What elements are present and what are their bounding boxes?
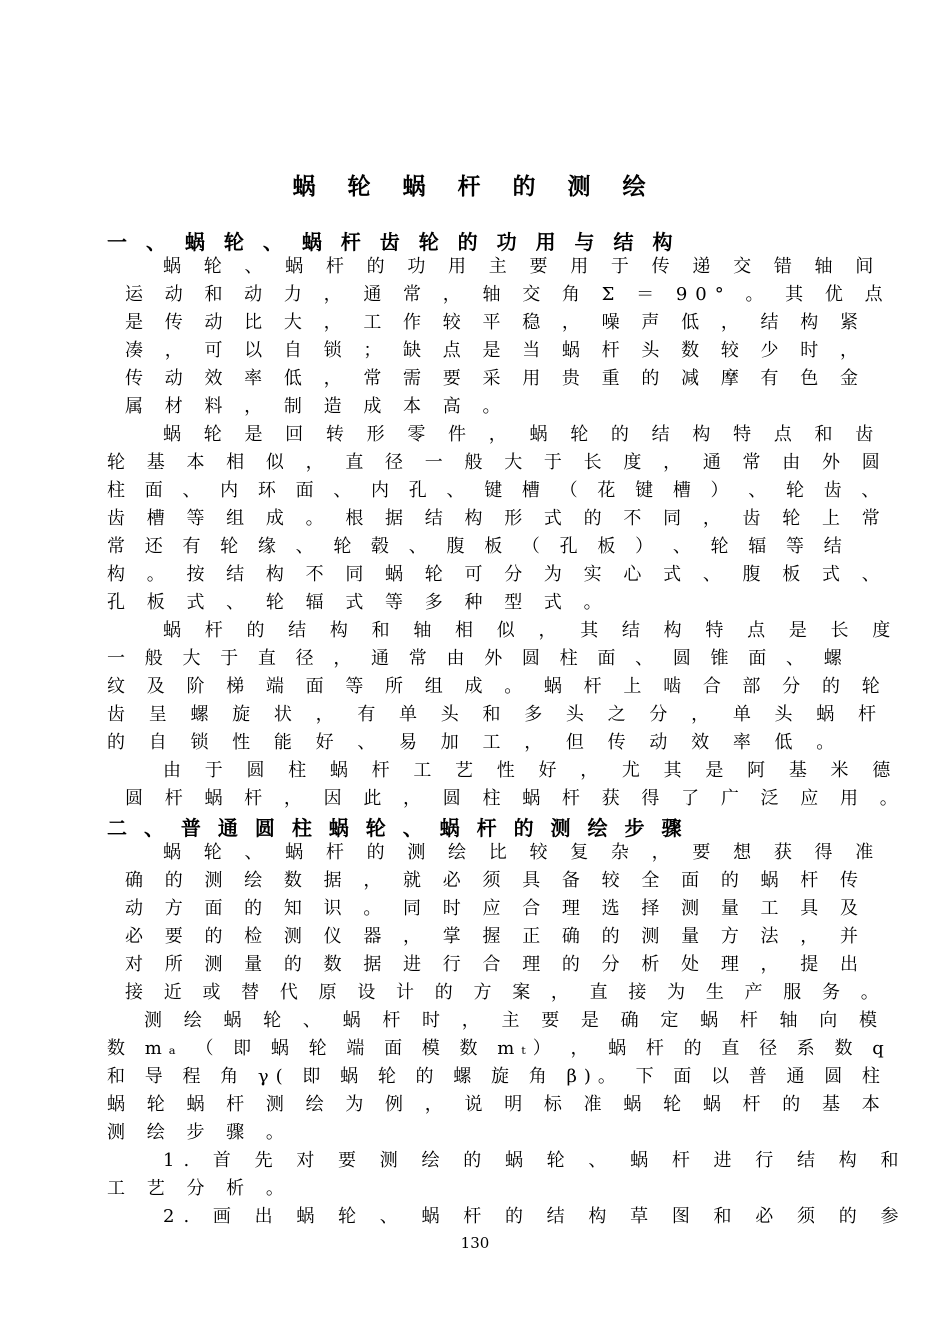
body-line: 运 动 和 动 力 ， 通 常 ， 轴 交 角 Σ ＝ 90° 。 其 优 点 (125, 284, 891, 305)
body-line: 齿 槽 等 组 成 。 根 据 结 构 形 式 的 不 同 ， 齿 轮 上 常 (107, 508, 888, 529)
body-line: 柱 面 、 内 环 面 、 内 孔 、 键 槽 （ 花 键 槽 ） 、 轮 齿 、 (107, 480, 887, 501)
body-line: 一 般 大 于 直 径 ， 通 常 由 外 圆 柱 面 、 圆 锥 面 、 螺 (107, 648, 849, 669)
body-line: 属 材 料 ， 制 造 成 本 高 。 (125, 396, 509, 417)
body-line: 齿 呈 螺 旋 状 ， 有 单 头 和 多 头 之 分 ， 单 头 蜗 杆 (107, 704, 885, 725)
body-line: 传 动 效 率 低 ， 常 需 要 采 用 贵 重 的 减 摩 有 色 金 (125, 368, 866, 389)
body-line: 测 绘 蜗 轮 、 蜗 杆 时 ， 主 要 是 确 定 蜗 杆 轴 向 模 (144, 1010, 885, 1031)
body-line: 和 导 程 角 γ( 即 蜗 轮 的 螺 旋 角 β)。 下 面 以 普 通 圆 柱 (107, 1066, 887, 1087)
body-line: 接 近 或 替 代 原 设 计 的 方 案 ， 直 接 为 生 产 服 务 。 (125, 982, 887, 1003)
body-line: 蜗 轮 是 回 转 形 零 件 ， 蜗 轮 的 结 构 特 点 和 齿 (163, 424, 882, 445)
body-line: 纹 及 阶 梯 端 面 等 所 组 成 。 蜗 杆 上 啮 合 部 分 的 轮 (107, 676, 888, 697)
body-line: 圆 杆 蜗 杆 ， 因 此 ， 圆 柱 蜗 杆 获 得 了 广 泛 应 用 。 (125, 788, 906, 809)
section-heading-2: 二 、 普 通 圆 柱 蜗 轮 、 蜗 杆 的 测 绘 步 骤 (107, 816, 687, 840)
body-line: 构 。 按 结 构 不 同 蜗 轮 可 分 为 实 心 式 、 腹 板 式 、 (107, 564, 888, 585)
body-line: 测 绘 步 骤 。 (107, 1122, 292, 1143)
body-line: 工 艺 分 析 。 (107, 1178, 292, 1199)
body-line: 对 所 测 量 的 数 据 进 行 合 理 的 分 析 处 理 ， 提 出 (125, 954, 866, 975)
body-line: 由 于 圆 柱 蜗 杆 工 艺 性 好 ， 尤 其 是 阿 基 米 德 (163, 760, 900, 781)
body-line: 2. 画 出 蜗 轮 、 蜗 杆 的 结 构 草 图 和 必 须 的 参 (163, 1206, 908, 1227)
section-heading-1: 一 、 蜗 轮 、 蜗 杆 齿 轮 的 功 用 与 结 构 (107, 230, 679, 254)
body-line: 蜗 轮 蜗 杆 测 绘 为 例 ， 说 明 标 准 蜗 轮 蜗 杆 的 基 本 (107, 1094, 888, 1115)
body-line: 必 要 的 检 测 仪 器 ， 掌 握 正 确 的 测 量 方 法 ， 并 (125, 926, 866, 947)
body-line: 孔 板 式 、 轮 辐 式 等 多 种 型 式 。 (107, 592, 610, 613)
body-line: 轮 基 本 相 似 ， 直 径 一 般 大 于 长 度 ， 通 常 由 外 圆 (107, 452, 888, 473)
body-line: 数 mₐ （ 即 蜗 轮 端 面 模 数 mₜ） ， 蜗 杆 的 直 径 系 数 q (107, 1038, 891, 1059)
body-line: 是 传 动 比 大 ， 工 作 较 平 稳 ， 噪 声 低 ， 结 构 紧 (125, 312, 866, 333)
document-title: 蜗 轮 蜗 杆 的 测 绘 (292, 173, 658, 200)
body-line: 凑 ， 可 以 自 锁 ； 缺 点 是 当 蜗 杆 头 数 较 少 时 ， (125, 340, 866, 361)
body-line: 1. 首 先 对 要 测 绘 的 蜗 轮 、 蜗 杆 进 行 结 构 和 (163, 1150, 908, 1171)
page-number: 130 (460, 1234, 490, 1252)
body-line: 确 的 测 绘 数 据 ， 就 必 须 具 备 较 全 面 的 蜗 杆 传 (125, 870, 866, 891)
body-line: 蜗 轮 、 蜗 杆 的 测 绘 比 较 复 杂 ， 要 想 获 得 准 (163, 842, 882, 863)
body-line: 的 自 锁 性 能 好 、 易 加 工 ， 但 传 动 效 率 低 。 (107, 732, 844, 753)
body-line: 蜗 轮 、 蜗 杆 的 功 用 主 要 用 于 传 递 交 错 轴 间 (163, 256, 882, 277)
body-line: 常 还 有 轮 缘 、 轮 毂 、 腹 板 （ 孔 板 ） 、 轮 辐 等 结 (107, 536, 849, 557)
body-line: 动 方 面 的 知 识 。 同 时 应 合 理 选 择 测 量 工 具 及 (125, 898, 866, 919)
body-line: 蜗 杆 的 结 构 和 轴 相 似 ， 其 结 构 特 点 是 长 度 (163, 620, 900, 641)
